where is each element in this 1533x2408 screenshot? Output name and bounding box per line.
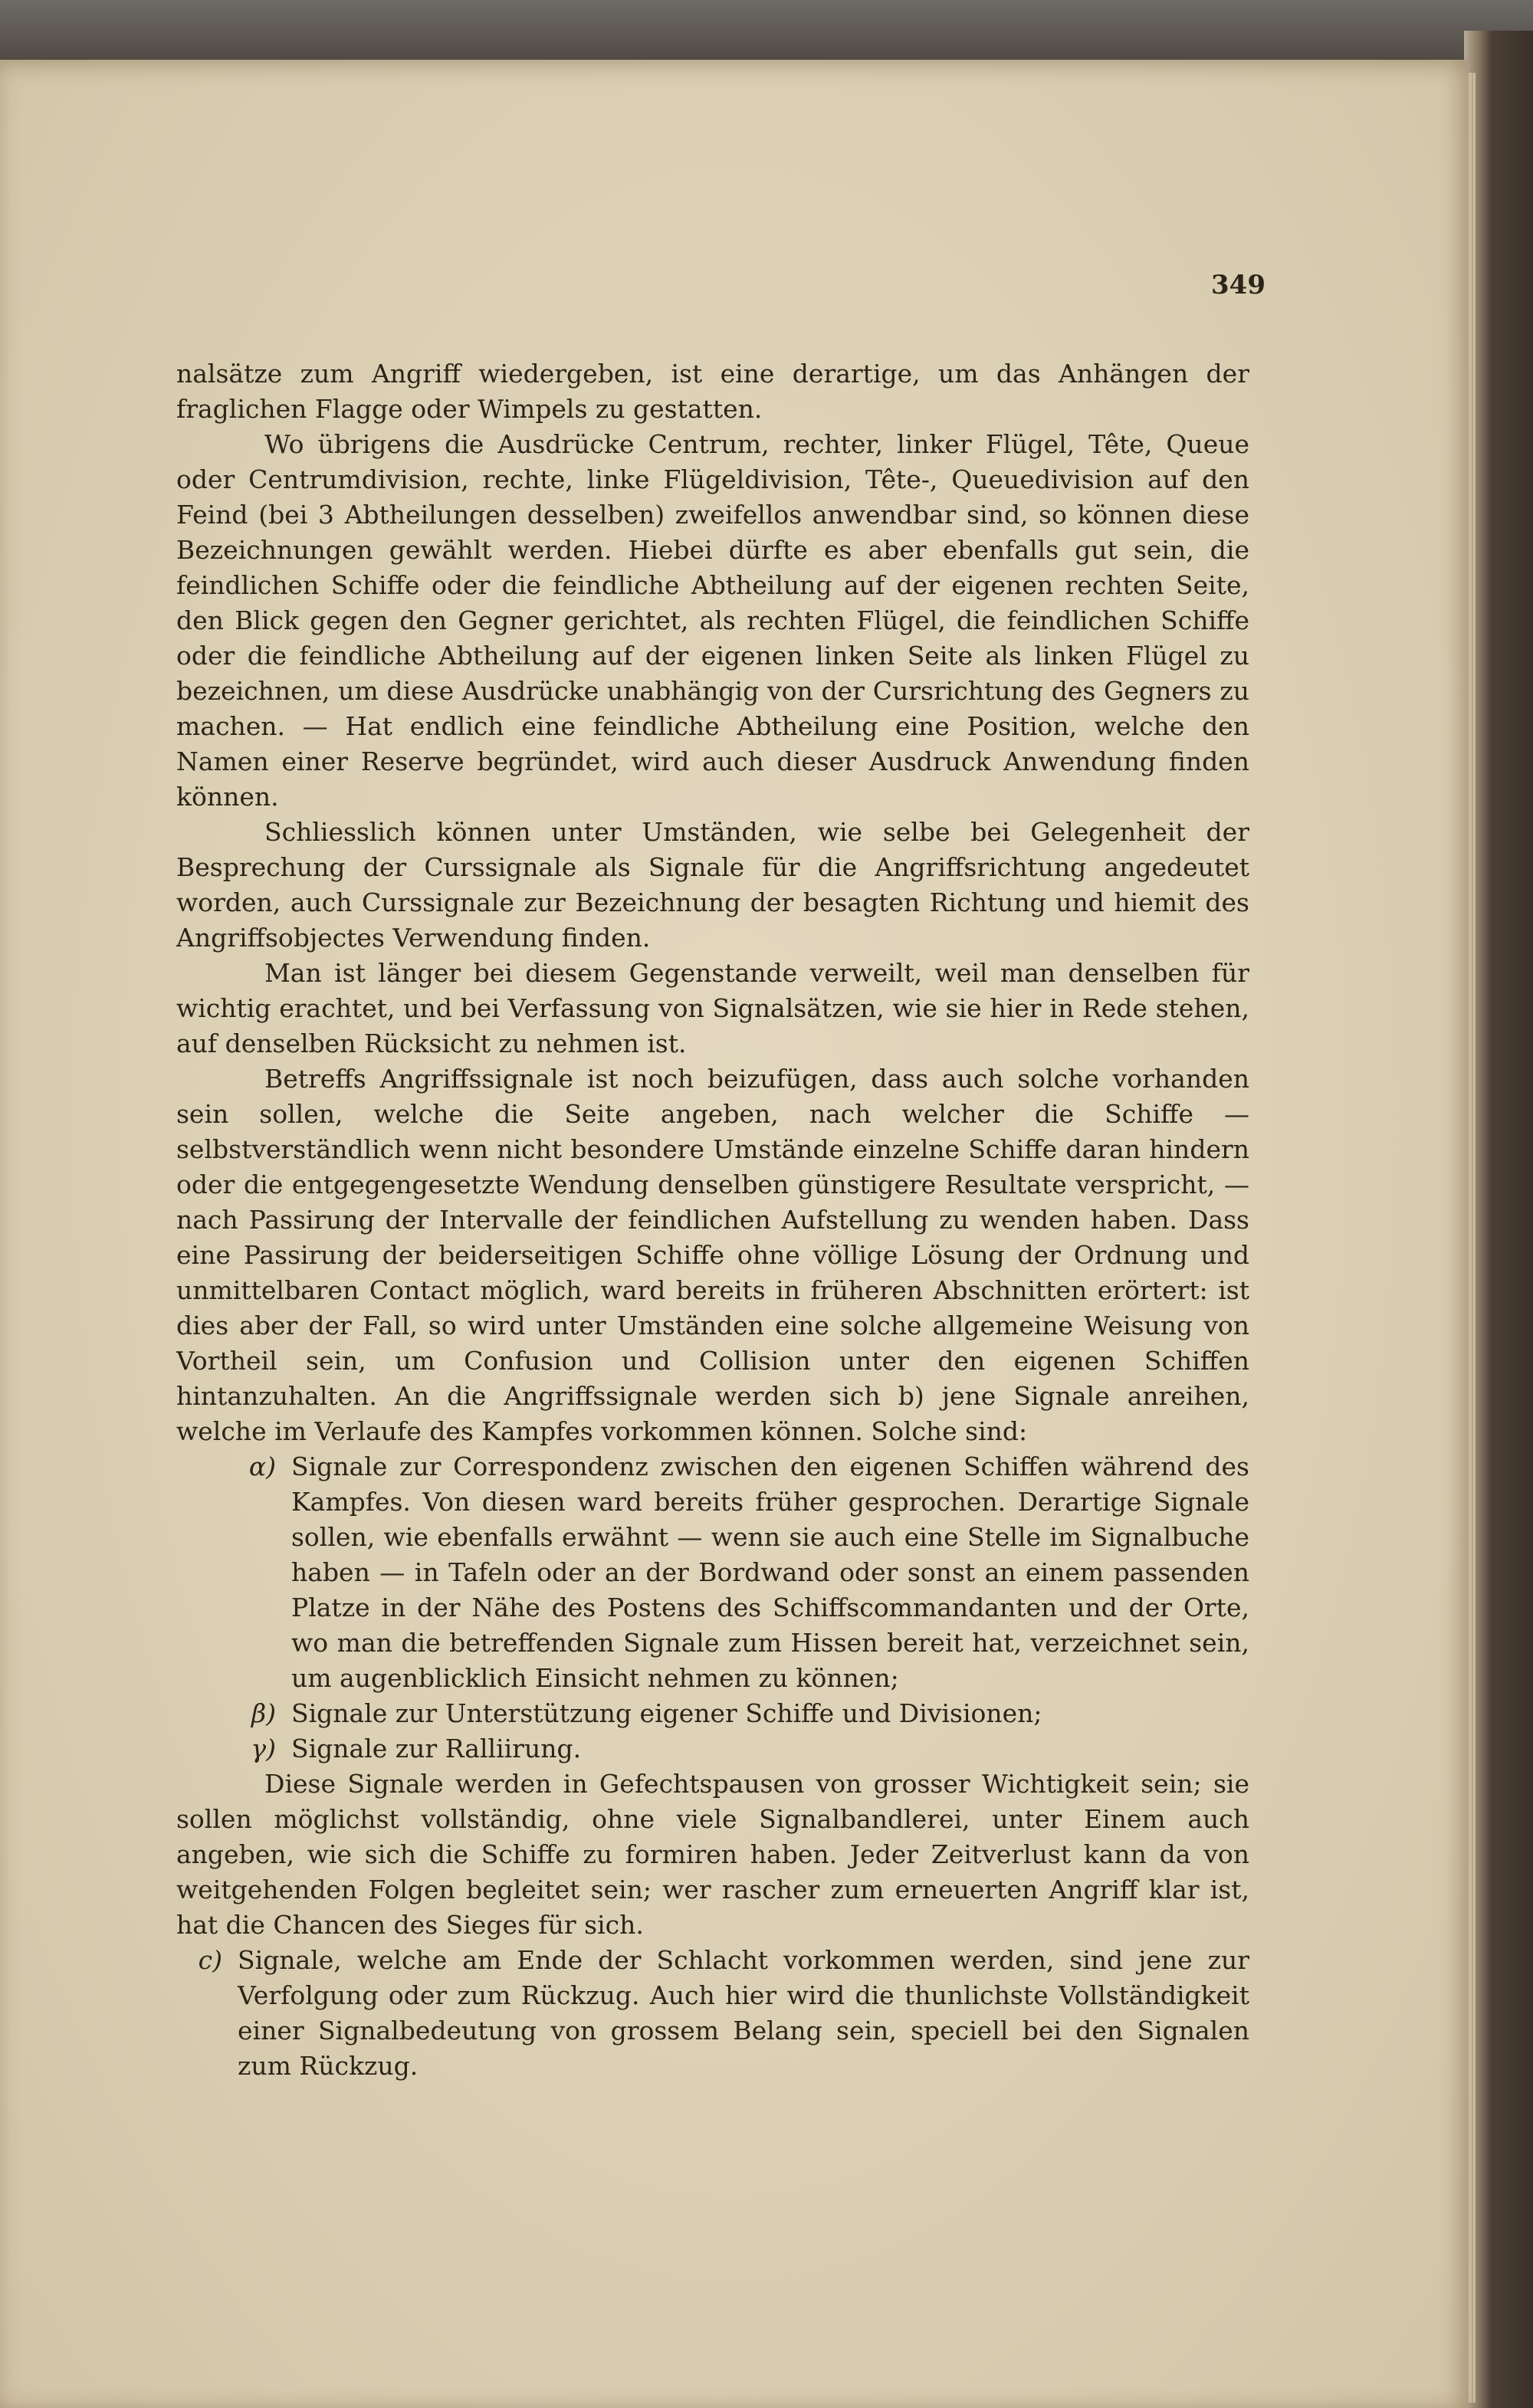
list-marker: γ) (251, 1734, 276, 1763)
paragraph-gegenstand: Man ist länger bei diesem Gegenstande verweilt, weil man denselben für wichtig erachtet, und bei Verfassung von Signalsätzen, wie sie hier in Rede stehen, auf denselben Rücksicht zu nehmen ist. (176, 958, 1249, 1058)
paragraph-gefechtspausen: Diese Signale werden in Gefechtspausen von grosser Wichtigkeit sein; sie sollen möglichst vollständig, ohne viele Signalbandlerei, unter Einem auch angeben, wie sich die Schiffe zu formiren haben. Jeder Zeitverlust kann da von weitgehenden Folgen begleitet sein; wer rascher zum erneuerten Angriff klar ist, hat die Chancen des Sieges für sich. (176, 1769, 1249, 1940)
list-marker: α) (248, 1452, 276, 1481)
page-body (176, 356, 1249, 2084)
list-item-text: Signale zur Correspondenz zwischen den eigenen Schiffen während des Kampfes. Von diesen ward bereits früher gesprochen. Derartige Signale sollen, wie ebenfalls erwähnt — wenn sie auch eine Stelle im Signalbuche haben — in Tafeln oder an der Bordwand oder sonst an einem passenden Platze in der Nähe des Postens des Schiffscommandanten und der Orte, wo man die betreffenden Signale zum Hissen bereit hat, verzeichnet sein, um augenblicklich Einsicht nehmen zu können; (291, 1452, 1249, 1693)
book-spine (0, 0, 1533, 69)
paragraph-curssignale: Schliesslich können unter Umständen, wie selbe bei Gelegenheit der Besprechung der Curssignale als Signale für die Angriffsrichtung angedeutet worden, auch Curssignale zur Bezeichnung der besagten Richtung und hiemit des Angriffsobjectes Verwendung finden. (176, 817, 1249, 953)
list-marker: c) (198, 1945, 222, 1975)
list-item-text: Signale zur Unterstützung eigener Schiffe und Divisionen; (291, 1698, 1042, 1728)
list-item-text: Signale zur Ralliirung. (291, 1734, 582, 1763)
list-item-alpha (230, 1449, 1249, 1696)
page-number: 349 (1211, 270, 1265, 300)
paragraph-ausdruecke: Wo übrigens die Ausdrücke Centrum, rechter, linker Flügel, Tête, Queue oder Centrumdivision, rechte, linke Flügeldivision, Tête-, Queuedivision auf den Feind (bei 3 Abtheilungen desselben) zweifellos anwendbar sind, so können diese Bezeichnungen gewählt werden. Hiebei dürfte es aber ebenfalls gut sein, die feindlichen Schiffe oder die feindliche Abtheilung auf der eigenen rechten Seite, den Blick gegen den Gegner gerichtet, als rechten Flügel, die feindlichen Schiffe oder die feindliche Abtheilung auf der eigenen linken Seite als linken Flügel zu bezeichnen, um diese Ausdrücke unabhängig von der Cursrichtung des Gegners zu machen. — Hat endlich eine feindliche Abtheilung eine Position, welche den Namen einer Reserve begründet, wird auch dieser Ausdruck Anwendung finden können. (176, 429, 1249, 812)
list-item-c (176, 1943, 1249, 2084)
signal-list (230, 1449, 1249, 1767)
list-item-text: Signale, welche am Ende der Schlacht vorkommen werden, sind jene zur Verfolgung oder zum Rückzug. Auch hier wird die thunlichste Vollständigkeit einer Signalbedeutung von grossem Belang sein, speciell bei den Signalen zum Rückzug. (238, 1945, 1249, 2081)
list-item-gamma (230, 1731, 1249, 1767)
list-item-beta (230, 1696, 1249, 1731)
paragraph-angriffssignale: Betreffs Angriffssignale ist noch beizufügen, dass auch solche vorhanden sein sollen, welche die Seite angeben, nach welcher die Schiffe — selbstverständlich wenn nicht besondere Umstände einzelne Schiffe daran hindern oder die entgegengesetzte Wendung denselben günstigere Resultate verspricht, — nach Passirung der Intervalle der feindlichen Aufstellung zu wenden haben. Dass eine Passirung der beiderseitigen Schiffe ohne völlige Lösung der Ordnung und unmittelbaren Contact möglich, ward bereits in früheren Abschnitten erörtert: ist dies aber der Fall, so wird unter Umständen eine solche allgemeine Weisung von Vortheil sein, um Confusion und Collision unter den eigenen Schiffen hintanzuhalten. An die Angriffssignale werden sich b) jene Signale anreihen, welche im Verlaufe des Kampfes vorkommen können. Solche sind: (176, 1064, 1249, 1446)
paragraph-continuation: nalsätze zum Angriff wiedergeben, ist eine derartige, um das Anhängen der fraglichen Flagge oder Wimpels zu gestatten. (176, 359, 1249, 424)
list-marker: β) (251, 1698, 276, 1728)
